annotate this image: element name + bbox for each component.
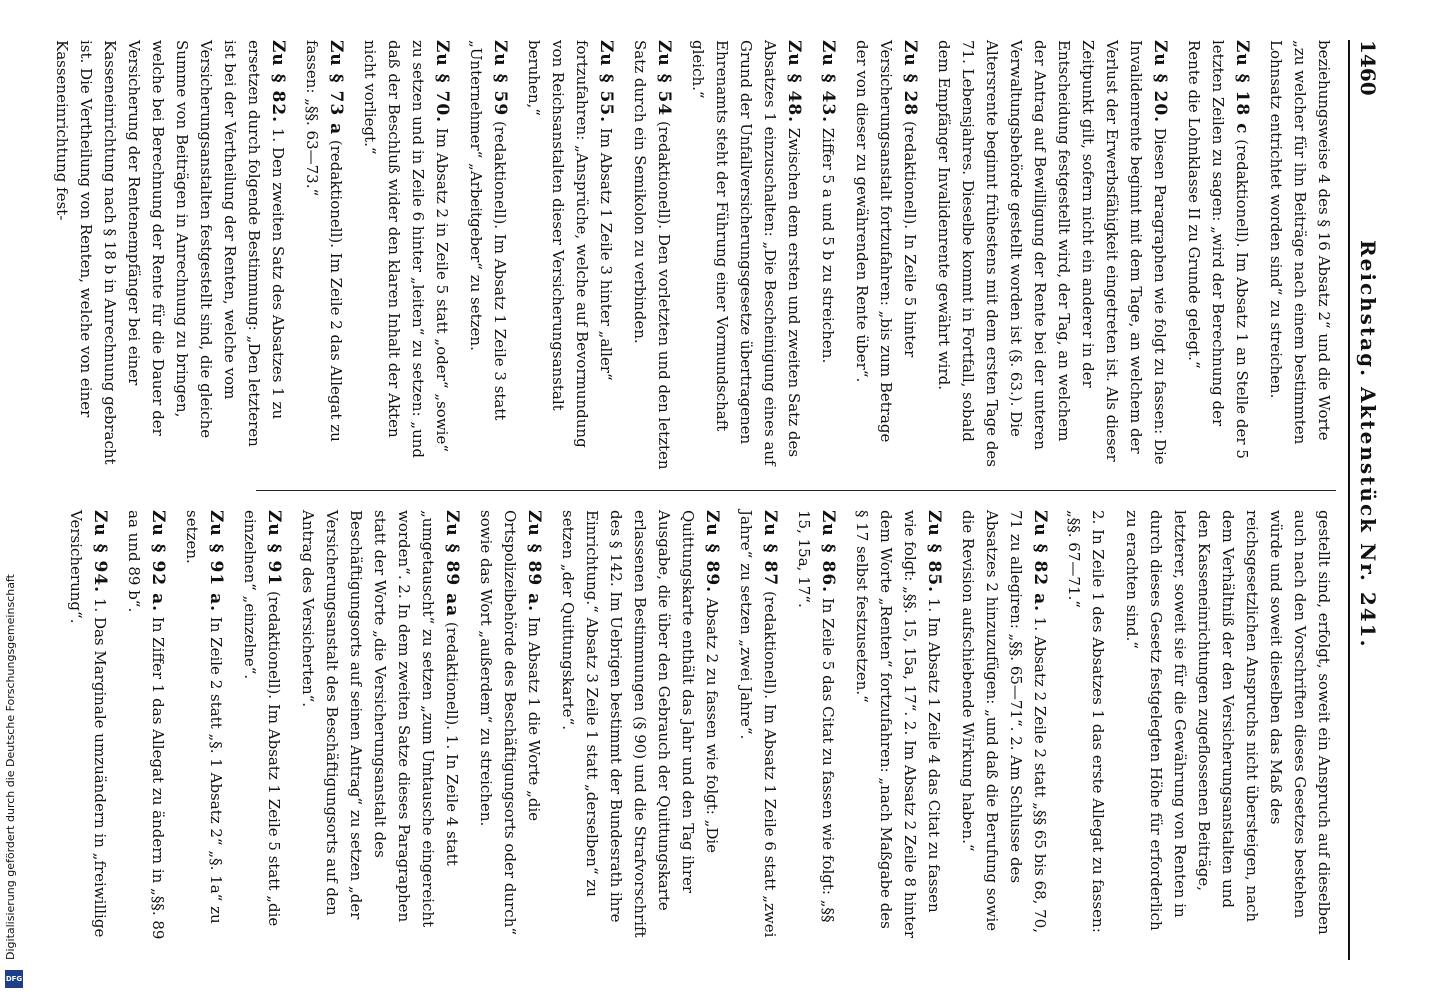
paragraph-entry [300, 40, 348, 470]
section-heading: Zu § 28 [900, 40, 920, 117]
section-heading: Zu § 43. [818, 40, 838, 124]
paragraph-entry [296, 510, 464, 940]
paragraph-text: Diesen Paragraphen wie folgt zu fassen: Die Invalidenrente beginnt mit dem Tage, an welchem der Verlust der Erwerbsfähigkeit eingetreten ist. Als dieser Zeitpunkt gilt, sofern nicht ein anderer in der Entscheidung festgestellt wird, der Tag, an welchem der Antrag auf Bewilligung der Rente bei der unteren Verwaltungsbehörde gestellt worden ist (§. 63.). Die Altersrente beginnt frühestens mit dem ersten Tage des 71. Lebensjahres. Dieselbe kommt in Fortfall, sobald dem Empfänger Invalidenrente gewährt wird. [935, 40, 1169, 468]
paragraph-entry [1182, 40, 1254, 470]
section-heading: Zu § 86. [818, 510, 838, 594]
paragraph-entry [1062, 510, 1110, 940]
paragraph-entry [734, 510, 782, 940]
paragraph-text: (redaktionell). In Zeile 5 hinter Versicherungsanstalt fortzufahren: „bis zum Betrage der von dieser zu gewährenden Rente über“. [853, 40, 919, 443]
digitization-credit: Digitalisierung gefördert durch die Deutsche Forschungsgemeinschaft [4, 574, 17, 960]
paragraph-text: Im Absatz 2 in Zeile 5 statt „oder“ „sowie“ zu setzen und in Zeile 6 hinter „leiten“ zu setzen: „und daß der Beschluß wider den klaren Inhalt der Akten nicht vorliegt.“ [361, 40, 451, 459]
paragraph-entry [956, 510, 1052, 940]
column-divider [256, 490, 1336, 491]
paragraph-entry [792, 510, 840, 940]
left-text-column [40, 40, 1336, 470]
paragraph-entry [932, 40, 1172, 470]
paragraph-entry [122, 510, 170, 940]
section-heading: Zu § 82 a. [1030, 510, 1050, 613]
section-heading: Zu § 18 c [1232, 40, 1252, 135]
paragraph-entry [850, 510, 946, 940]
paragraph-entry [464, 40, 512, 470]
digitization-footer [4, 30, 24, 990]
paragraph-text: (redaktionell). 1. In Zeile 4 statt „umgetauscht“ zu setzen „zum Umtausche eingereicht worden“. 2. In dem zweiten Satze dieses Paragraphen statt der Worte „die Versicherungsanstalt des Beschäftigungsorts auf seinen Antrag“ zu setzen „der Versicherungsanstalt des Beschäftigungsorts auf den Antrag des Versicherten“. [299, 510, 461, 928]
paragraph-text: 1. Das Marginale umzuändern in „freiwillige Versicherung“. [67, 510, 109, 938]
section-heading: Zu § 94. [90, 510, 110, 594]
paragraph-text: In Ziffer 1 das Allegat zu ändern in „§§. 89 aa und 89 b“. [125, 510, 167, 940]
section-heading: Zu § 48. [784, 40, 804, 124]
paragraph-entry [816, 40, 840, 470]
paragraph-entry [180, 510, 228, 940]
rotated-document-page [53, 40, 1380, 960]
paragraph-entry [628, 40, 676, 470]
section-heading: Zu § 89 aa [442, 510, 462, 618]
section-heading: Zu § 55. [596, 40, 616, 124]
paragraph-entry [1264, 40, 1336, 470]
paragraph-text: 1. Absatz 2 Zeile 2 statt „§§ 65 bis 68, 70, 71 zu allegiren: „§§. 65—71“. 2. Am Schlusse des Absatzes 2 hinzuzufügen: „und daß die Berufung sowie die Revision aufschiebende Wirkung haben.“ [959, 510, 1049, 934]
paragraph-entry [556, 510, 724, 940]
section-heading: Zu § 59 [490, 40, 510, 117]
paragraph-text: (redaktionell). Im Absatz 1 Zeile 5 statt „die einzelnen“ „einzelne“. [241, 510, 283, 927]
section-heading: Zu § 91 [264, 510, 284, 587]
section-heading: Zu § 87 [760, 510, 780, 587]
section-heading: Zu § 20. [1150, 40, 1170, 124]
section-heading: Zu § 85. [924, 510, 944, 594]
section-heading: Zu § 89 a. [524, 510, 544, 613]
paragraph-entry [850, 40, 922, 470]
section-heading: Zu § 70. [432, 40, 452, 124]
paragraph-text: Im Absatz 1 Zeile 3 hinter „aller“ fortzufahren: „Ansprüche, welche auf Bevormundung von Reichsanstalten dieser Versicherungsanstalt beruhen,“ [525, 40, 615, 448]
section-heading: Zu § 91 a. [206, 510, 226, 613]
paragraph-text: Im Absatz 1 die Worte „die Ortspolizeibehörde des Beschäftigungsorts oder durch“ sowie das Wort „außerdem“ zu streichen. [477, 510, 543, 936]
paragraph-entry [1120, 510, 1336, 940]
right-text-column [54, 510, 1336, 940]
paragraph-text: (redaktionell). Im Absatz 1 an Stelle der 5 letzten Zeilen zu sagen: „wird der Berechnung der Rente die Lohnklasse II zu Grunde gelegt.“ [1185, 40, 1251, 459]
paragraph-entry [50, 40, 290, 470]
paragraph-text: 1. Den zweiten Satz des Absatzes 1 zu ersetzen durch folgende Bestimmung: „Den letzteren ist bei der Vertheilung der Renten, welche vom Versicherungsanstalten festgestellt sind, die gleiche Summe von Beiträgen in Anrechnung zu bringen, welche bei Berechnung der Rente für die Dauer der Versicherung der Rentenempfänger bei einer Kasseneinrichtung nach § 18 b in Anrechnung gebracht ist. Die Vertheilung von Renten, welche von einer Kasseneinrichtung fest- [53, 40, 287, 465]
paragraph-text: gestellt sind, erfolgt, soweit ein Anspruch auf dieselben auch nach den Vorschriften dieses Gesetzes bestehen würde und soweit dieselben das Maß des reichsgesetzlichen Anspruchs nicht übersteigen, nach dem Verhältniß der den Versicherungsanstalten und den Kasseneinrichtungen zugeflossenen Beiträge, letzterer, soweit sie für die Gewährung von Renten in durch dieses Gesetz festgelegten Höhe für erforderlich zu erachten sind.“ [1123, 510, 1333, 935]
running-title: Reichstag. Aktenstück Nr. 241. [1356, 240, 1380, 649]
paragraph-text: (redaktionell). Im Absatz 1 Zeile 3 statt „Unternehmer“ „Arbeitgeber“ zu setzen. [467, 40, 509, 421]
paragraph-text: Ziffer 5 a und 5 b zu streichen. [819, 127, 837, 364]
paragraph-text: (redaktionell). Den vorletzten und den letzten Satz durch ein Semikolon zu verbinden. [631, 40, 673, 470]
paragraph-text: 1. Im Absatz 1 Zeile 4 das Citat zu fassen wie folgt: „§§. 15, 15a, 17“. 2. Im Absatz 2 Zeile 8 hinter dem Worte „Renten“ fortzufahren: „nach Maßgabe des § 17 selbst festzusetzen.“ [853, 510, 943, 939]
paragraph-text: In Zeile 5 das Citat zu fassen wie folgt: „§§ 15, 15a, 17“. [795, 510, 837, 923]
paragraph-entry [686, 40, 806, 470]
paragraph-entry [64, 510, 112, 940]
dfg-logo-icon: DFG [5, 970, 23, 988]
paragraph-entry [474, 510, 546, 940]
paragraph-text: Zwischen dem ersten und zweiten Satz des Absatzes 1 einzuschalten: „Die Bescheinigung eines auf Grund der Unfallversicherungsgesetze übertragenen Ehrenamts steht der Führung einer Vormundschaft gleich.“ [689, 40, 803, 466]
section-heading: Zu § 89. [702, 510, 722, 594]
paragraph-text: (redaktionell). Im Absatz 1 Zeile 6 statt „zwei Jahre“ zu setzen „zwei Jahre“. [737, 510, 779, 938]
section-heading: Zu § 54 [654, 40, 674, 117]
page-header [1350, 40, 1380, 960]
section-heading: Zu § 82. [268, 40, 288, 124]
section-heading: Zu § 92 a. [148, 510, 168, 613]
paragraph-entry [522, 40, 618, 470]
page-number: 1460 [1356, 40, 1380, 96]
paragraph-text: beziehungsweise 4 des § 16 Absatz 2“ und die Worte „zu welcher für ihn Beiträge nach einem bestimmten Lohnsatz entrichtet worden sind“ zu streichen. [1267, 40, 1333, 445]
paragraph-text: 2. In Zeile 1 des Absatzes 1 das erste Allegat zu fassen: „§§. 67—71.“ [1065, 510, 1107, 933]
paragraph-text: Absatz 2 zu fassen wie folgt: „Die Quittungskarte enthält das Jahr und den Tag ihrer Ausgabe, die über den Gebrauch der Quittungskarte erlassenen Bestimmungen (§ 90) und die Strafvorschrift des § 142. Im Uebrigen bestimmt der Bundesrath ihre Einrichtung.“ Absatz 3 Zeile 1 statt „derselben“ zu setzen „der Quittungskarte“. [559, 510, 721, 938]
paragraph-text: In Zeile 2 statt „§. 1 Absatz 2“ „§. 1a“ zu setzen. [183, 510, 225, 924]
section-heading: Zu § 73 a [326, 40, 346, 136]
paragraph-entry [238, 510, 286, 940]
header-rule [1348, 40, 1350, 960]
paragraph-text: (redaktionell). Im Zeile 2 das Allegat zu fassen: „§§. 63—73.“ [303, 40, 345, 442]
paragraph-entry [358, 40, 454, 470]
